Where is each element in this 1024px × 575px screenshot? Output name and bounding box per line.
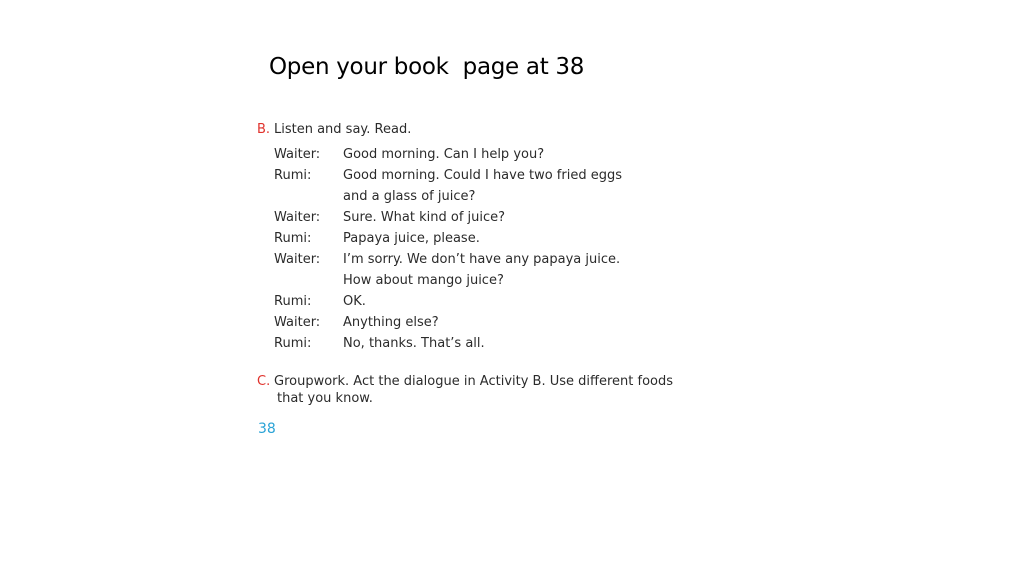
slide-title: Open your book page at 38 [269,54,585,80]
utterance-text: and a glass of juice? [343,189,476,204]
utterance-text: Anything else? [343,315,439,330]
speaker-label: Waiter: [274,147,321,162]
page-number: 38 [258,421,276,437]
speaker-label: Rumi: [274,294,312,309]
speaker-label: Waiter: [274,210,321,225]
speaker-label: Waiter: [274,315,321,330]
utterance-text: No, thanks. That’s all. [343,336,485,351]
section-c-letter: C. [257,374,271,389]
speaker-label: Rumi: [274,336,312,351]
section-c-line-2: that you know. [277,391,373,406]
utterance-text: I’m sorry. We don’t have any papaya juice. [343,252,621,267]
section-c-instruction [257,373,673,407]
utterance-text: How about mango juice? [343,273,504,288]
speaker-label: Rumi: [274,231,312,246]
section-b-instruction: Listen and say. Read. [274,122,412,137]
utterance-text: Papaya juice, please. [343,231,480,246]
utterance-text: OK. [343,294,366,309]
section-b-heading [257,122,411,137]
section-c-line-1: Groupwork. Act the dialogue in Activity B. Use different foods [274,374,674,389]
utterance-text: Good morning. Could I have two fried eggs [343,168,622,183]
speaker-label: Waiter: [274,252,321,267]
utterance-text: Sure. What kind of juice? [343,210,506,225]
section-b-letter: B. [257,122,271,137]
speaker-label: Rumi: [274,168,312,183]
utterance-text: Good morning. Can I help you? [343,147,545,162]
